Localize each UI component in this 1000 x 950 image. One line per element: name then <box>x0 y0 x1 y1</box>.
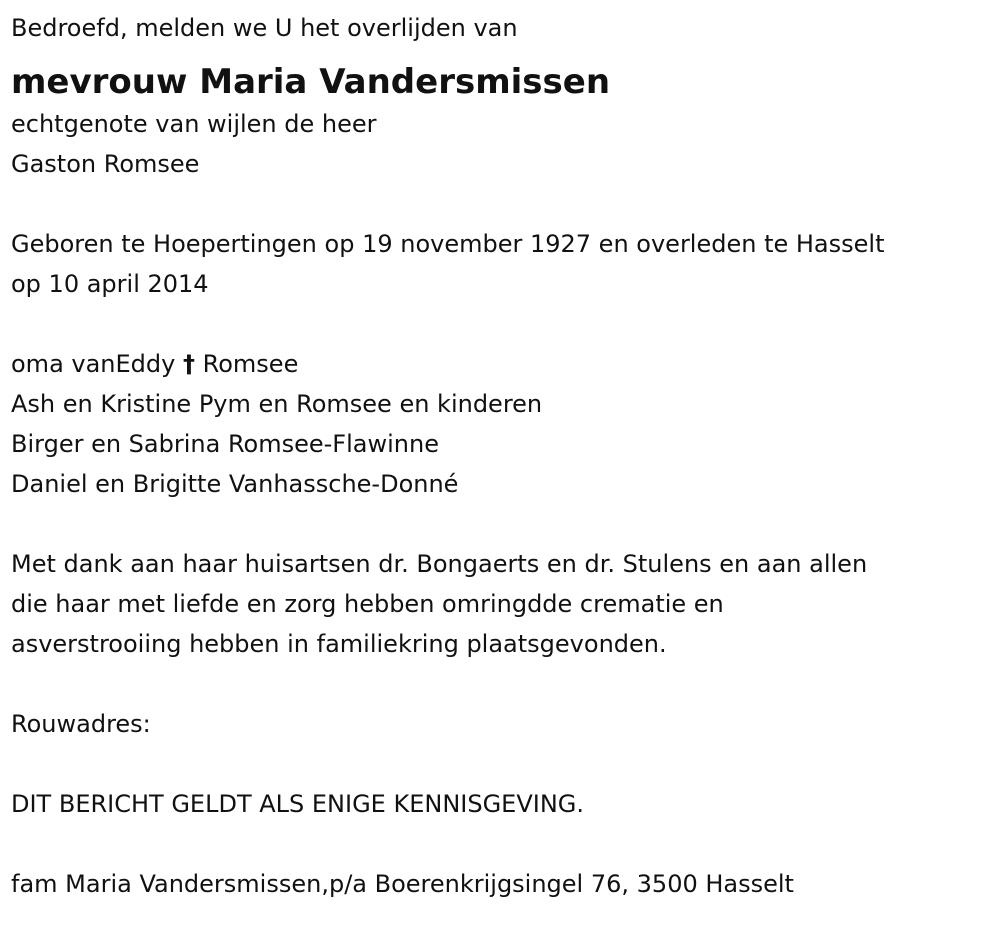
spacer <box>11 824 988 864</box>
cross-icon: † <box>183 350 195 378</box>
family-line-1-suffix: Romsee <box>202 350 299 378</box>
family-line-4: Daniel en Brigitte Vanhassche-Donné <box>11 470 459 498</box>
thanks-line-3: asverstrooiing hebben in familiekring plaatsgevonden. <box>11 630 667 658</box>
spouse-line-2: Gaston Romsee <box>11 150 200 178</box>
signature-address: fam Maria Vandersmissen,p/a Boerenkrijgsingel 76, 3500 Hasselt <box>11 870 794 898</box>
thanks-line-1: Met dank aan haar huisartsen dr. Bongaerts en dr. Stulens en aan allen <box>11 550 868 578</box>
birth-death-line-2: op 10 april 2014 <box>11 270 209 298</box>
thanks-line-2: die haar met liefde en zorg hebben omringdde crematie en <box>11 590 724 618</box>
spacer <box>11 504 988 544</box>
spacer <box>11 664 988 704</box>
spacer <box>11 304 988 344</box>
birth-death-line-1: Geboren te Hoepertingen op 19 november 1927 en overleden te Hasselt <box>11 230 885 258</box>
family-line-2: Ash en Kristine Pym en Romsee en kinderen <box>11 390 543 418</box>
deceased-name: mevrouw Maria Vandersmissen <box>11 62 611 102</box>
intro-text: Bedroefd, melden we U het overlijden van <box>11 14 518 42</box>
family-line-3: Birger en Sabrina Romsee-Flawinne <box>11 430 439 458</box>
spacer <box>11 744 988 784</box>
address-label: Rouwadres: <box>11 710 151 738</box>
spacer <box>11 184 988 224</box>
notice-statement: DIT BERICHT GELDT ALS ENIGE KENNISGEVING. <box>11 790 585 818</box>
spouse-line-1: echtgenote van wijlen de heer <box>11 110 377 138</box>
family-line-1 <box>11 344 988 384</box>
family-line-1-prefix: oma vanEddy <box>11 350 176 378</box>
